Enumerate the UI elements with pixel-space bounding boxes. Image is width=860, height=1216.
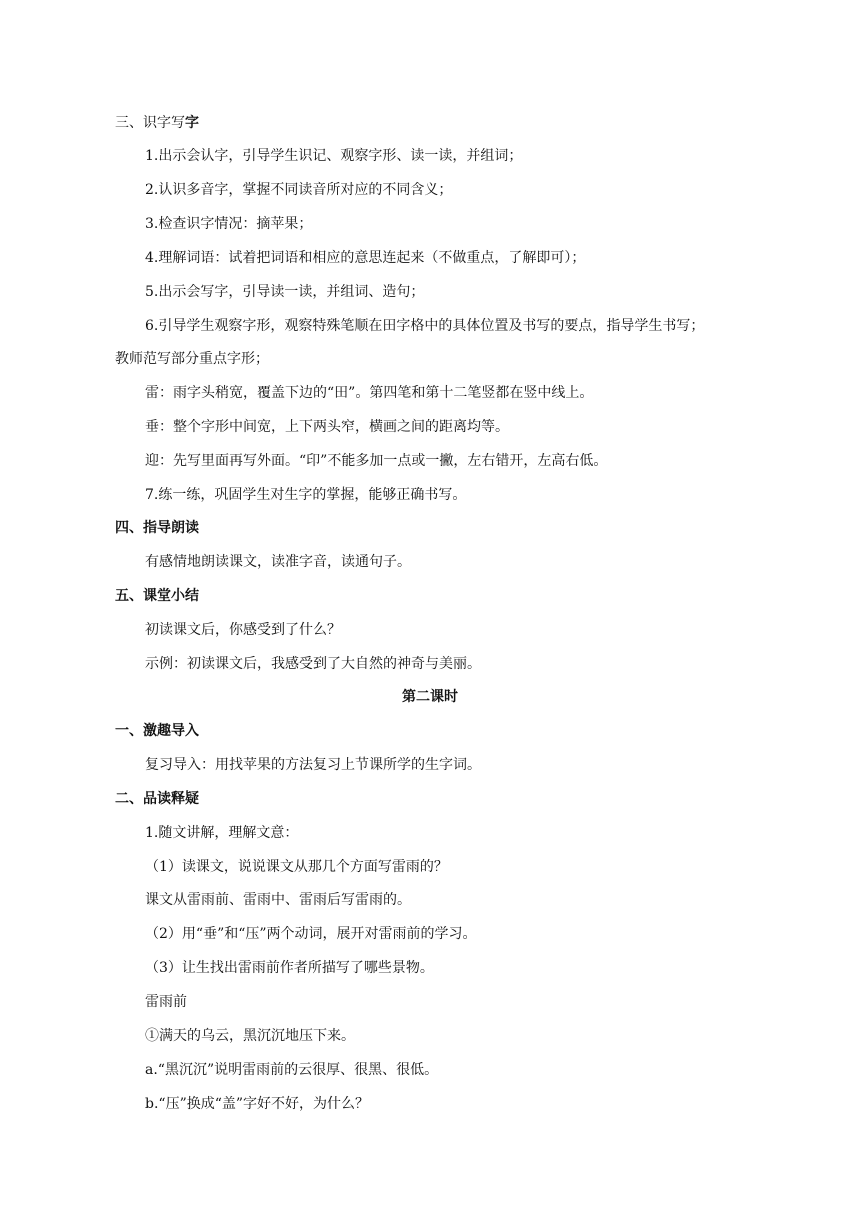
paragraph: 示例：初读课文后，我感受到了大自然的神奇与美丽。 xyxy=(145,656,481,672)
list-item: （3）让生找出雷雨前作者所描写了哪些景物。 xyxy=(145,960,434,976)
heading-text-bold: 字 xyxy=(185,115,199,131)
list-item: 1.随文讲解，理解文意： xyxy=(145,825,299,841)
heading-text: 三、识字写 xyxy=(115,115,185,131)
char-note: 迎：先写里面再写外面。“印”不能多加一点或一撇，左右错开，左高右低。 xyxy=(145,453,608,469)
list-item: b.“压”换成“盖”字好不好，为什么？ xyxy=(145,1096,370,1112)
list-item: 4.理解词语：试着把词语和相应的意思连起来（不做重点，了解即可）； xyxy=(145,250,586,266)
section-heading-5: 五、课堂小结 xyxy=(115,588,199,604)
list-item-continuation: 教师范写部分重点字形； xyxy=(115,351,269,367)
section-heading-lesson2-2: 二、品读释疑 xyxy=(115,791,199,807)
list-item: 6.引导学生观察字形，观察特殊笔顺在田字格中的具体位置及书写的要点，指导学生书写； xyxy=(145,318,705,334)
list-item: ①满天的乌云，黑沉沉地压下来。 xyxy=(145,1028,355,1044)
paragraph: 有感情地朗读课文，读准字音，读通句子。 xyxy=(145,554,411,570)
char-note: 垂：整个字形中间宽，上下两头窄，横画之间的距离均等。 xyxy=(145,419,509,435)
list-item: 7.练一练，巩固学生对生字的掌握，能够正确书写。 xyxy=(145,487,467,503)
paragraph: 雷雨前 xyxy=(145,994,187,1010)
paragraph: 初读课文后，你感受到了什么？ xyxy=(145,622,341,638)
list-item: 3.检查识字情况：摘苹果； xyxy=(145,216,313,232)
section-heading-3 xyxy=(115,114,199,132)
list-item: （1）读课文，说说课文从那几个方面写雷雨的？ xyxy=(145,859,448,875)
section-heading-4: 四、指导朗读 xyxy=(115,520,199,536)
paragraph: 复习导入：用找苹果的方法复习上节课所学的生字词。 xyxy=(145,757,481,773)
list-item: 2.认识多音字，掌握不同读音所对应的不同含义； xyxy=(145,182,453,198)
list-item: 5.出示会写字，引导读一读，并组词、造句； xyxy=(145,284,425,300)
section-heading-lesson2-1: 一、激趣导入 xyxy=(115,723,199,739)
char-note: 雷：雨字头稍宽，覆盖下边的“田”。第四笔和第十二笔竖都在竖中线上。 xyxy=(145,385,594,401)
list-item: 1.出示会认字，引导学生识记、观察字形、读一读，并组词； xyxy=(145,148,523,164)
paragraph: 课文从雷雨前、雷雨中、雷雨后写雷雨的。 xyxy=(145,892,411,908)
lesson-title: 第二课时 xyxy=(402,689,458,705)
list-item: （2）用“垂”和“压”两个动词，展开对雷雨前的学习。 xyxy=(145,926,477,942)
list-item: a.“黑沉沉”说明雷雨前的云很厚、很黑、很低。 xyxy=(145,1062,439,1078)
